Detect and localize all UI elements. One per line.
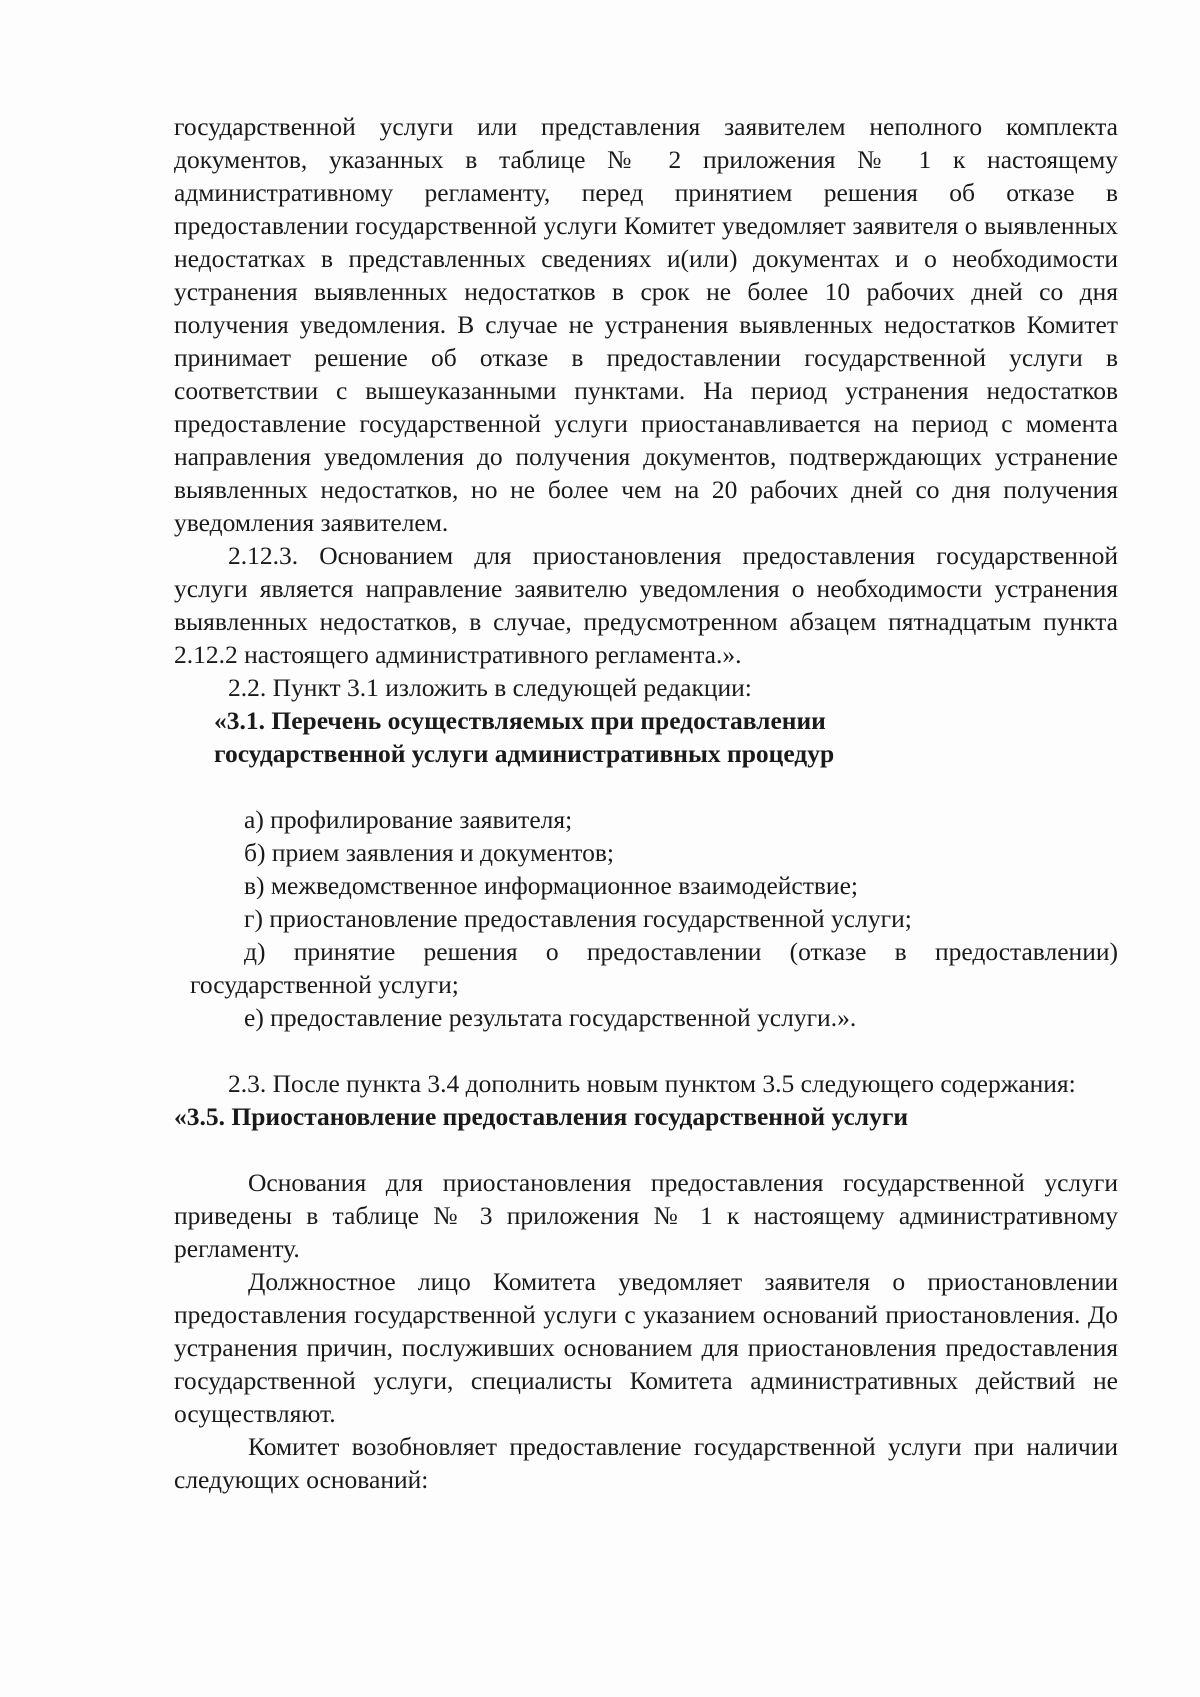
- list-item: г) приостановление предоставления государственной услуги;: [244, 904, 912, 933]
- paragraph-grounds: Основания для приостановления предоставления государственной услуги приведены в таблице № 3 приложения № 1 к настоящему административному регламенту.: [174, 1168, 1118, 1263]
- paragraph-2-3: 2.3. После пункта 3.4 дополнить новым пунктом 3.5 следующего содержания:: [228, 1069, 1076, 1098]
- spacer: [174, 1034, 1118, 1067]
- list-item: а) профилирование заявителя;: [244, 805, 573, 834]
- paragraph-official-notice: Должностное лицо Комитета уведомляет заявителя о приостановлении предоставления государственной услуги с указанием оснований приостановления. До устранения причин, послуживших основанием для приостановления предоставления государственной услуги, специалисты Комитета административных действий не осуществляют.: [174, 1267, 1118, 1428]
- paragraph-continuation: государственной услуги или представления заявителем неполного комплекта документов, указанных в таблице № 2 приложения № 1 к настоящему административному регламенту, перед принятием решения об отказе в предоставлении государственной услуги Комитет уведомляет заявителя о выявленных недостатках в представленных сведениях и(или) документах и о необходимости устранения выявленных недостатков в срок не более 10 рабочих дней со дня получения уведомления. В случае не устранения выявленных недостатков Комитет принимает решение об отказе в предоставлении государственной услуги в соответствии с вышеуказанными пунктами. На период устранения недостатков предоставление государственной услуги приостанавливается на период с момента направления уведомления до получения документов, подтверждающих устранение выявленных недостатков, но не более чем на 20 рабочих дней со дня получения уведомления заявителем.: [174, 112, 1118, 537]
- list-item: д) принятие решения о предоставлении (отказе в предоставлении) государственной услуги;: [190, 937, 1118, 999]
- paragraph-resumption: Комитет возобновляет предоставление государственной услуги при наличии следующих оснований:: [174, 1432, 1118, 1494]
- list-item: в) межведомственное информационное взаимодействие;: [244, 871, 858, 900]
- paragraph-2-2: 2.2. Пункт 3.1 изложить в следующей редакции:: [228, 673, 752, 702]
- document-body: [174, 110, 1118, 1496]
- section-title-3-5: «3.5. Приостановление предоставления государственной услуги: [174, 1102, 909, 1131]
- spacer: [174, 770, 1118, 803]
- procedure-list: [174, 803, 1118, 1034]
- list-item: е) предоставление результата государственной услуги.».: [244, 1003, 857, 1032]
- list-item: б) прием заявления и документов;: [244, 838, 614, 867]
- section-title-3-1-line-1: «3.1. Перечень осуществляемых при предоставлении: [214, 706, 826, 735]
- paragraph-2-12-3: 2.12.3. Основанием для приостановления предоставления государственной услуги является направление заявителю уведомления о необходимости устранения выявленных недостатков, в случае, предусмотренном абзацем пятнадцатым пункта 2.12.2 настоящего административного регламента.».: [174, 541, 1118, 669]
- section-title-3-1-line-2: государственной услуги административных процедур: [214, 739, 835, 768]
- spacer: [174, 1133, 1118, 1166]
